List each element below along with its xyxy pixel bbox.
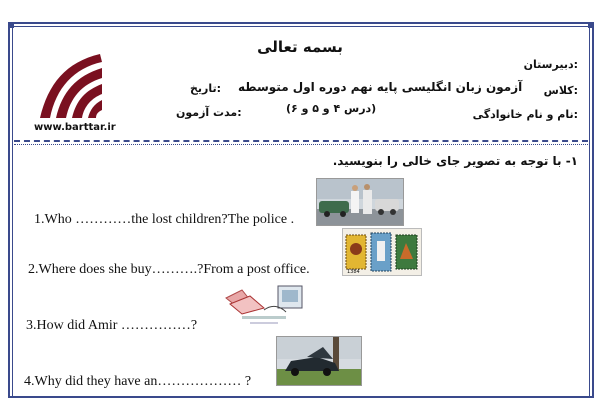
lessons-label: (درس ۴ و ۵ و ۶) bbox=[286, 102, 377, 115]
exam-title: آزمون زبان انگلیسی پایه نهم دوره اول متوسطه bbox=[238, 80, 523, 94]
email-picture bbox=[220, 282, 308, 328]
logo-url: www.barttar.ir bbox=[34, 122, 116, 133]
question-2: 2.Where does she buy……….?From a post office. bbox=[28, 262, 310, 277]
barttar-logo-icon bbox=[34, 48, 106, 120]
school-label: دبیرستان: bbox=[523, 58, 578, 71]
header-divider-dotted bbox=[14, 144, 588, 145]
header-divider bbox=[14, 140, 588, 142]
car-accident-picture bbox=[276, 336, 362, 386]
stamp-label: 1384 bbox=[347, 269, 360, 275]
duration-label: مدت آزمون: bbox=[176, 106, 242, 119]
question-3: 3.How did Amir ……………? bbox=[26, 318, 198, 333]
student-name-label: نام و نام خانوادگی: bbox=[472, 108, 578, 121]
date-label: تاریخ: bbox=[190, 82, 222, 95]
instruction-text: ۱- با توجه به تصویر جای خالی را بنویسید. bbox=[332, 154, 578, 168]
police-picture bbox=[316, 178, 404, 226]
stamps-picture bbox=[342, 228, 422, 276]
frame-corner-dot bbox=[588, 24, 592, 28]
page-title: بسمه تعالی bbox=[257, 38, 343, 56]
question-1: 1.Who …………the lost children?The police . bbox=[34, 212, 295, 227]
class-label: کلاس: bbox=[543, 84, 578, 97]
question-4: 4.Why did they have an……………… ? bbox=[24, 374, 252, 389]
frame-corner-dot bbox=[10, 24, 14, 28]
